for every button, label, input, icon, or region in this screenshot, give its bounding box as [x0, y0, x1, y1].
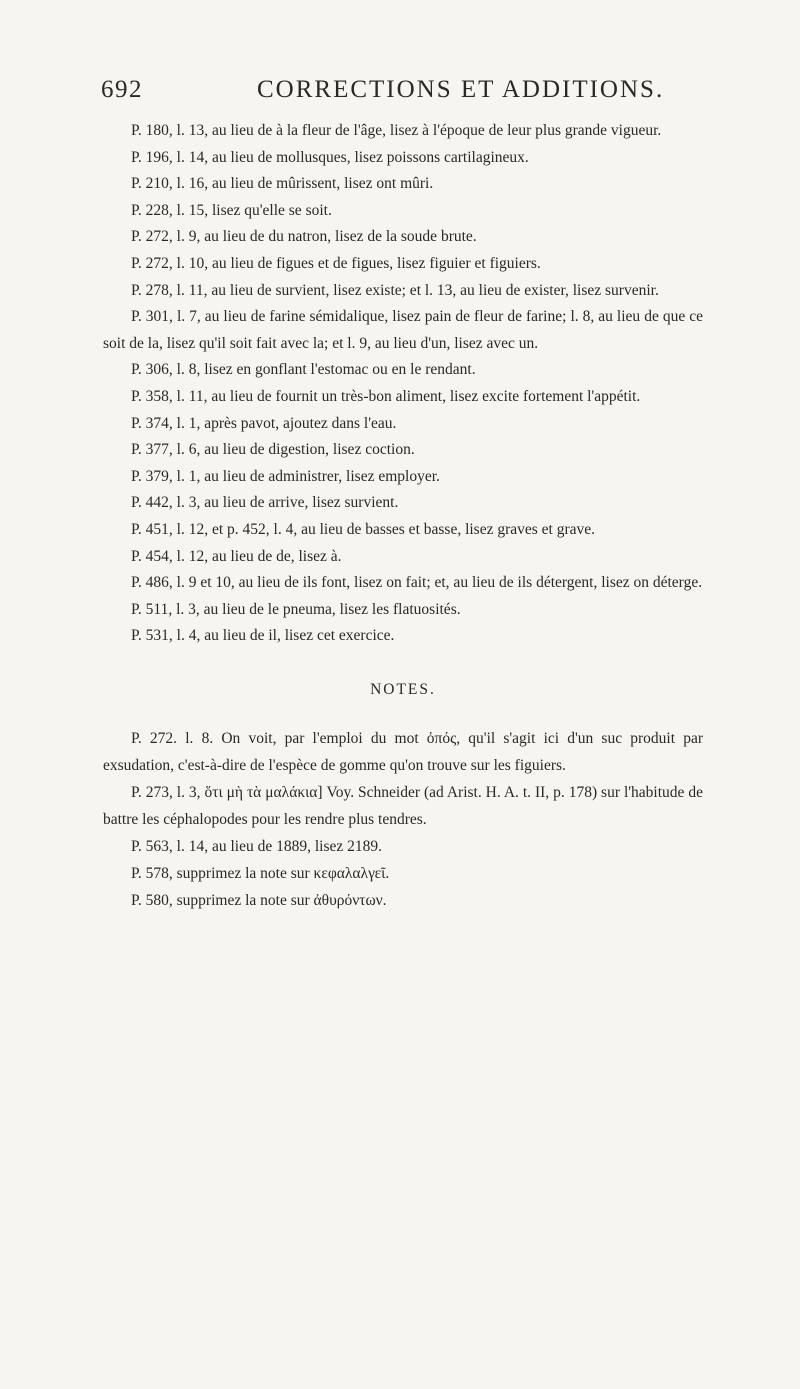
correction-entry: P. 180, l. 13, au lieu de à la fleur de l'âge, lisez à l'époque de leur plus grande vigueur.	[131, 122, 662, 139]
correction-entry: P. 196, l. 14, au lieu de mollusques, lisez poissons cartilagineux.	[131, 148, 529, 166]
corrections-list	[103, 118, 703, 650]
correction-entry: P. 301, l. 7, au lieu de farine sémidalique, lisez pain de fleur de farine; l. 8, au lieu de que ce soit de la, lisez qu'il soit fait avec la; et l. 9, au lieu d'un, lisez avec un.	[103, 308, 703, 352]
correction-entry: P. 272, l. 10, au lieu de figues et de figues, lisez figuier et figuiers.	[131, 254, 541, 272]
correction-entry: P. 210, l. 16, au lieu de mûrissent, lisez ont mûri.	[131, 175, 434, 193]
correction-entry: P. 451, l. 12, et p. 452, l. 4, au lieu de basses et basse, lisez graves et grave.	[131, 520, 596, 538]
correction-entry: P. 272, l. 9, au lieu de du natron, lisez de la soude brute.	[131, 228, 477, 246]
correction-entry: P. 486, l. 9 et 10, au lieu de ils font, lisez on fait; et, au lieu de ils détergent, lisez on déterge.	[131, 574, 703, 592]
correction-entry: P. 358, l. 11, au lieu de fournit un très-bon aliment, lisez excite fortement l'appétit.	[131, 387, 641, 405]
note-entry: P. 273, l. 3, ὅτι μὴ τὰ μαλάκια] Voy. Schneider (ad Arist. H. A. t. II, p. 178) sur l'habitude de battre les céphalopodes pour les rendre plus tendres.	[103, 784, 703, 829]
correction-entry: P. 379, l. 1, au lieu de administrer, lisez employer.	[131, 467, 440, 485]
correction-entry: P. 531, l. 4, au lieu de il, lisez cet exercice.	[131, 627, 395, 645]
note-entry: P. 580, supprimez la note sur ἀθυρόντων.	[131, 892, 387, 910]
note-entry: P. 272. l. 8. On voit, par l'emploi du mot ὀπός, qu'il s'agit ici d'un suc produit par exsudation, c'est-à-dire de l'espèce de gomme qu'on trouve sur les figuiers.	[103, 730, 703, 775]
correction-entry: P. 374, l. 1, après pavot, ajoutez dans l'eau.	[131, 414, 397, 432]
correction-entry: P. 442, l. 3, au lieu de arrive, lisez survient.	[131, 494, 399, 512]
notes-list	[103, 725, 703, 914]
correction-entry: P. 511, l. 3, au lieu de le pneuma, lisez les flatuosités.	[131, 600, 461, 618]
page-header	[101, 76, 701, 112]
correction-entry: P. 228, l. 15, lisez qu'elle se soit.	[131, 201, 332, 219]
correction-entry: P. 306, l. 8, lisez en gonflant l'estomac ou en le rendant.	[131, 361, 476, 379]
note-entry: P. 578, supprimez la note sur κεφαλαλγεῖ.	[131, 865, 390, 883]
note-entry: P. 563, l. 14, au lieu de 1889, lisez 2189.	[131, 838, 382, 856]
correction-entry: P. 377, l. 6, au lieu de digestion, lisez coction.	[131, 441, 415, 459]
page-title: CORRECTIONS ET ADDITIONS.	[257, 76, 665, 103]
page-body	[103, 118, 703, 914]
page-number: 692	[101, 76, 143, 103]
notes-heading: NOTES.	[370, 680, 436, 698]
correction-entry: P. 278, l. 11, au lieu de survient, lisez existe; et l. 13, au lieu de exister, lisez survenir.	[131, 281, 659, 299]
correction-entry: P. 454, l. 12, au lieu de de, lisez à.	[131, 547, 342, 565]
